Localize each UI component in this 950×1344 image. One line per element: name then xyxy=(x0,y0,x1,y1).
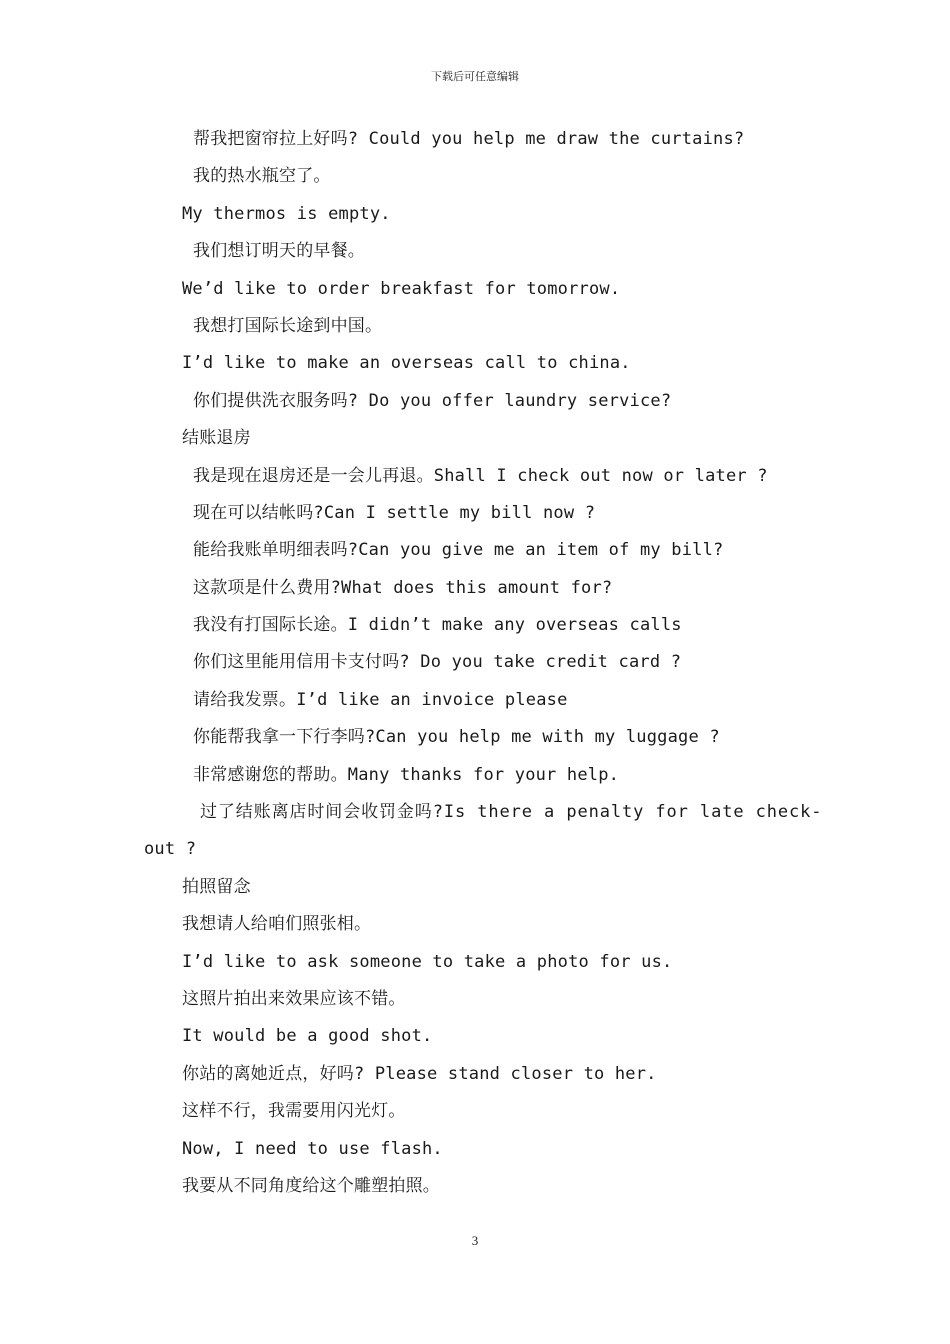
section-heading: 结账退房 xyxy=(182,428,251,449)
text-line: 我们想订明天的早餐。 xyxy=(193,241,365,262)
text-line: 这照片拍出来效果应该不错。 xyxy=(182,988,406,1009)
text-line: 我想请人给咱们照张相。 xyxy=(182,914,372,935)
document-body xyxy=(0,126,950,1210)
text-line: It would be a good shot. xyxy=(182,1026,433,1047)
text-line: 我的热水瓶空了。 xyxy=(193,166,331,187)
text-line: 请给我发票。I’d like an invoice please xyxy=(193,689,568,710)
text-line: 过了结账离店时间会收罚金吗?Is there a penalty for late check- xyxy=(200,802,823,823)
text-line: Now, I need to use flash. xyxy=(182,1138,443,1159)
text-line: 我想打国际长途到中国。 xyxy=(193,315,383,336)
text-line: 非常感谢您的帮助。Many thanks for your help. xyxy=(193,764,620,785)
text-line-continuation: out ? xyxy=(144,839,197,860)
text-line: 你能帮我拿一下行李吗?Can you help me with my luggage ? xyxy=(193,727,720,748)
text-line: I’d like to make an overseas call to china. xyxy=(182,353,631,374)
text-line: 这款项是什么费用?What does this amount for? xyxy=(193,577,613,598)
text-line: 现在可以结帐吗?Can I settle my bill now ? xyxy=(193,502,596,523)
section-heading: 拍照留念 xyxy=(182,876,251,897)
text-line: 我没有打国际长途。I didn’t make any overseas calls xyxy=(193,615,682,636)
page-header: 下载后可任意编辑 xyxy=(431,70,519,83)
text-line: 你们提供洗衣服务吗? Do you offer laundry service? xyxy=(193,390,672,411)
text-line: 你站的离她近点，好吗? Please stand closer to her. xyxy=(182,1063,657,1084)
page-number: 3 xyxy=(471,1233,479,1248)
text-line: 能给我账单明细表吗?Can you give me an item of my bill? xyxy=(193,540,724,561)
text-line: 这样不行，我需要用闪光灯。 xyxy=(182,1101,406,1122)
text-line: My thermos is empty. xyxy=(182,203,391,224)
text-line: 我是现在退房还是一会儿再退。Shall I check out now or later ? xyxy=(193,465,768,486)
text-line: We’d like to order breakfast for tomorrow. xyxy=(182,278,621,299)
text-line: I’d like to ask someone to take a photo for us. xyxy=(182,951,673,972)
text-line: 我要从不同角度给这个雕塑拍照。 xyxy=(182,1175,440,1196)
text-line: 你们这里能用信用卡支付吗? Do you take credit card ? xyxy=(193,652,682,673)
text-line: 帮我把窗帘拉上好吗? Could you help me draw the curtains? xyxy=(193,129,745,149)
